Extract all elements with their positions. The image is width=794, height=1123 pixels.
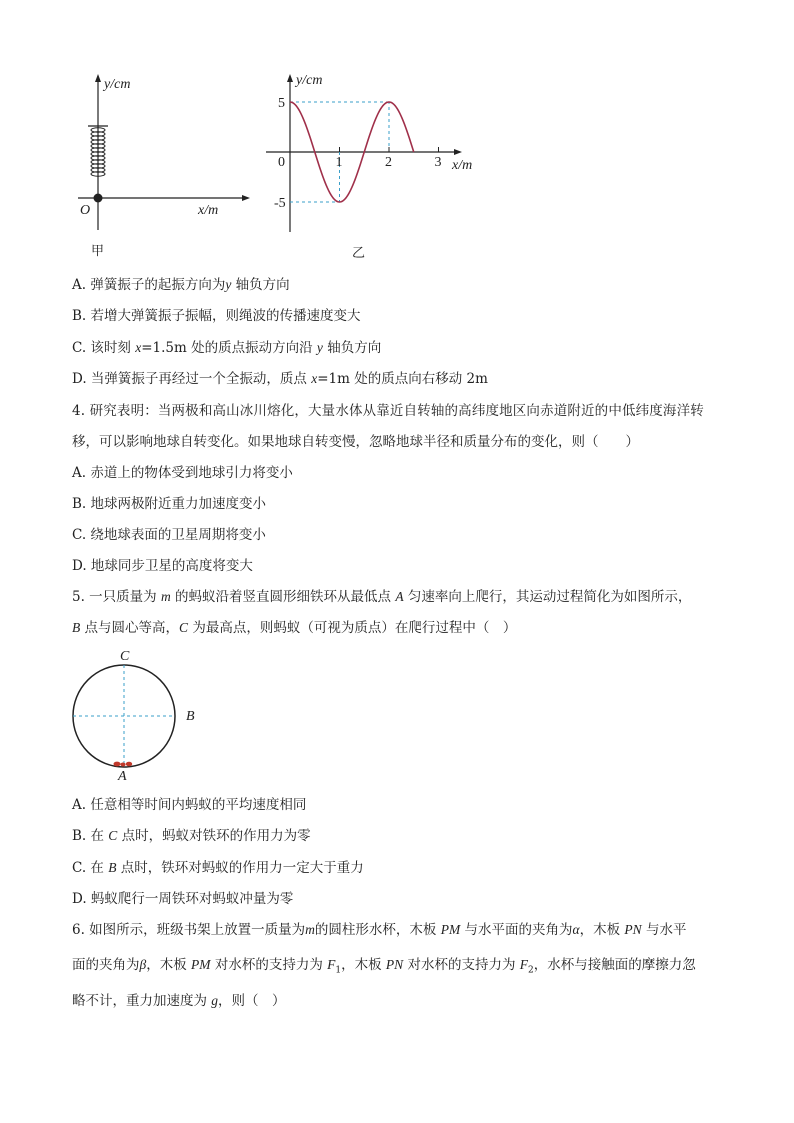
ring-label-c: C: [120, 649, 130, 664]
yi-y-arrow: [287, 74, 293, 82]
yi-x-arrow: [454, 149, 462, 155]
jia-origin-label: O: [80, 203, 91, 218]
jia-x-arrow: [242, 195, 250, 201]
q5-option-b: B. 在 C 点时，蚂蚁对铁环的作用力为零: [72, 828, 311, 844]
jia-y-arrow: [95, 74, 101, 82]
q3-option-b: B. 若增大弹簧振子振幅，则绳波的传播速度变大: [72, 308, 361, 324]
q6-stem-line1: 6. 如图所示，班级书架上放置一质量为m的圆柱形水杯，木板 PM 与水平面的夹角为α，木板 PN 与水平: [72, 922, 687, 938]
ant-icon: [114, 762, 133, 767]
x-tick-label-2: 2: [385, 155, 392, 170]
figure-yi-caption: 乙: [352, 246, 366, 261]
q3-option-a: A. 弹簧振子的起振方向为y 轴负方向: [72, 277, 290, 293]
x-tick-label-0: 0: [278, 155, 285, 170]
ring-label-b: B: [186, 709, 195, 724]
figure-yi: [262, 70, 502, 240]
ring-label-a: A: [118, 769, 127, 784]
q6-stem-line3: 略不计，重力加速度为 g，则（ ）: [72, 993, 286, 1009]
q5-stem-line1: 5. 一只质量为 m 的蚂蚁沿着竖直圆形细铁环从最低点 A 匀速率向上爬行，其运动过程简化为如图所示，: [72, 589, 692, 605]
q4-option-b: B. 地球两极附近重力加速度变小: [72, 496, 267, 512]
yi-x-label: x/m: [452, 158, 473, 173]
q3-option-c: C. 该时刻 x=1.5m 处的质点振动方向沿 y 轴负方向: [72, 340, 382, 356]
yi-y-label: y/cm: [296, 73, 323, 88]
jia-y-label: y/cm: [104, 77, 131, 92]
q5-option-c: C. 在 B 点时，铁环对蚂蚁的作用力一定大于重力: [72, 860, 364, 876]
y-tick-label--5: -5: [274, 196, 286, 211]
q6-stem-line2: 面的夹角为β，木板 PM 对水杯的支持力为 $F_1$，木板 PN 对水杯的支持力为 $F_2$，水杯与接触面的摩擦力忽: [72, 957, 696, 976]
x-tick-label-3: 3: [434, 155, 442, 170]
x-tick-label-1: 1: [335, 155, 343, 170]
y-tick-label-5: 5: [278, 96, 285, 111]
figure-jia: [70, 70, 270, 250]
q4-option-c: C. 绕地球表面的卫星周期将变小: [72, 527, 266, 543]
q4-option-d: D. 地球同步卫星的高度将变大: [72, 558, 253, 574]
q4-stem-line2: 移，可以影响地球自转变化。如果地球自转变慢，忽略地球半径和质量分布的变化，则（ ）: [72, 434, 639, 450]
q3-option-d: D. 当弹簧振子再经过一个全振动，质点 x=1m 处的质点向右移动 2m: [72, 371, 488, 387]
q5-option-a: A. 任意相等时间内蚂蚁的平均速度相同: [72, 797, 307, 813]
q5-option-d: D. 蚂蚁爬行一周铁环对蚂蚁冲量为零: [72, 891, 294, 907]
figure-jia-caption: 甲: [91, 244, 105, 259]
q4-stem-line1: 4. 研究表明：当两极和高山冰川熔化，大量水体从靠近自转轴的高纬度地区向赤道附近的中低纬度海洋转: [72, 403, 704, 419]
q5-stem-line2: B 点与圆心等高，C 为最高点，则蚂蚁（可视为质点）在爬行过程中（ ）: [72, 620, 517, 636]
q4-option-a: A. 赤道上的物体受到地球引力将变小: [72, 465, 293, 481]
jia-x-label: x/m: [198, 203, 219, 218]
oscillator-ball: [94, 194, 103, 203]
ring-figure: [66, 648, 216, 783]
